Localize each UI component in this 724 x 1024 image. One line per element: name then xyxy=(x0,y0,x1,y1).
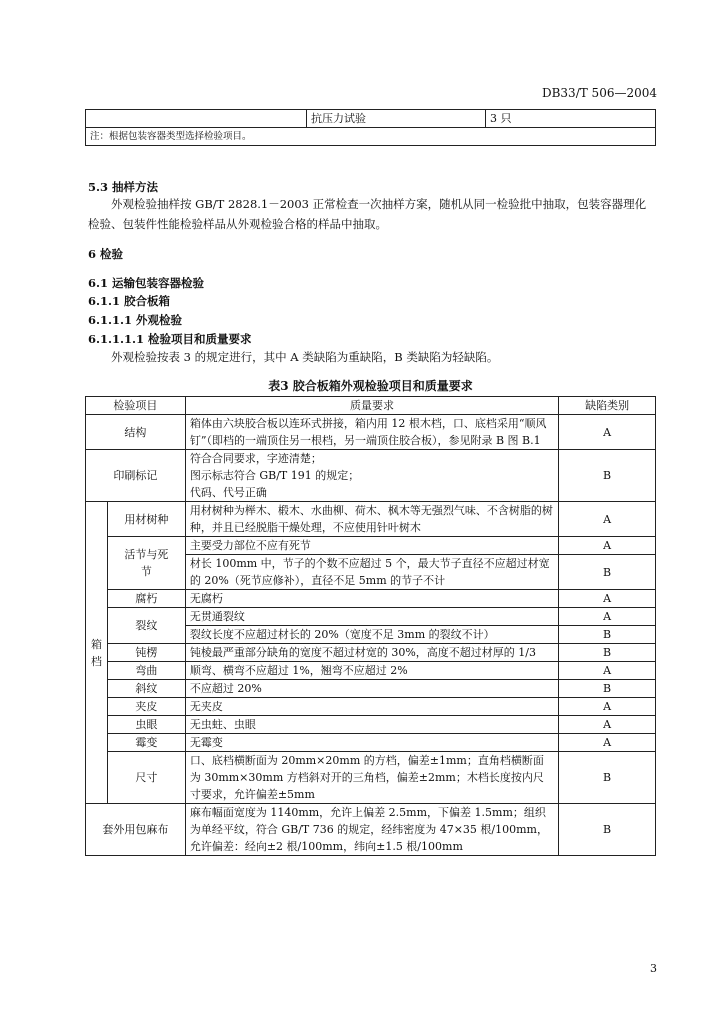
requirement-cell: 主要受力部位不应有死节 xyxy=(185,537,558,555)
requirement-cell: 口、底档横断面为 20mm×20mm 的方档，偏差±1mm；直角档横断面为 30mm×30mm 方档斜对开的三角档，偏差±2mm；木档长度按内尺寸要求，允许偏差±5mm xyxy=(185,752,558,804)
category-cell: B xyxy=(559,680,656,698)
item-cell xyxy=(107,537,185,590)
table-row xyxy=(86,644,656,662)
requirement-cell: 麻布幅面宽度为 1140mm，允许上偏差 2.5mm，下偏差 1.5mm；组织为单经平纹，符合 GB/T 736 的规定，经纬密度为 47×35 根/100mm，允许偏差：经向±2 根/100mm，纬向±1.5 根/100mm xyxy=(185,804,558,856)
section-6-heading: 6 检验 xyxy=(88,247,124,261)
item-cell: 钝楞 xyxy=(107,644,185,662)
column-header-item: 检验项目 xyxy=(86,397,186,415)
table-row xyxy=(86,716,656,734)
table-row xyxy=(86,698,656,716)
item-cell: 弯曲 xyxy=(107,662,185,680)
requirement-cell: 裂纹长度不应超过材长的 20%（宽度不足 3mm 的裂纹不计） xyxy=(185,626,558,644)
table-row xyxy=(86,110,656,128)
item-cell: 结构 xyxy=(86,415,186,450)
section-6-1-heading: 6.1 运输包装容器检验 xyxy=(88,276,205,290)
item-cell: 斜纹 xyxy=(107,680,185,698)
requirement-line: 符合合同要求，字迹清楚； xyxy=(189,452,322,465)
quantity-cell: 3 只 xyxy=(486,110,656,128)
item-cell: 虫眼 xyxy=(107,716,185,734)
category-cell: A xyxy=(559,716,656,734)
group-label-char: 档 xyxy=(90,654,102,668)
requirement-cell xyxy=(185,450,558,502)
category-cell: A xyxy=(559,662,656,680)
page-number: 3 xyxy=(650,962,657,975)
section-6-1-1-1-heading: 6.1.1.1 外观检验 xyxy=(88,313,183,327)
item-cell: 尺寸 xyxy=(107,752,185,804)
group-label-cell xyxy=(86,502,108,804)
item-cell: 印刷标记 xyxy=(86,450,186,502)
blank-cell xyxy=(86,110,307,128)
column-header-category: 缺陷类别 xyxy=(559,397,656,415)
table-row xyxy=(86,450,656,502)
category-cell: B xyxy=(559,450,656,502)
inspection-table xyxy=(85,396,656,856)
table-row xyxy=(86,608,656,626)
table-row xyxy=(86,590,656,608)
category-cell: A xyxy=(559,608,656,626)
table-caption: 表3 胶合板箱外观检验项目和质量要求 xyxy=(268,379,473,393)
requirement-cell: 无霉变 xyxy=(185,734,558,752)
category-cell: B xyxy=(559,804,656,856)
item-cell: 夹皮 xyxy=(107,698,185,716)
table-row xyxy=(86,752,656,804)
requirement-cell: 无虫蛀、虫眼 xyxy=(185,716,558,734)
category-cell: B xyxy=(559,555,656,590)
section-5-3-paragraph: 外观检验抽样按 GB/T 2828.1－2003 正常检查一次抽样方案，随机从同一检验批中抽取，包装容器理化检验、包装件性能检验样品从外观检验合格的样品中抽取。 xyxy=(88,197,647,231)
table-row xyxy=(86,537,656,555)
table-row xyxy=(86,662,656,680)
column-header-requirement: 质量要求 xyxy=(185,397,558,415)
table-note: 注：根据包装容器类型选择检验项目。 xyxy=(86,128,656,146)
table-row xyxy=(86,734,656,752)
requirement-cell: 无腐朽 xyxy=(185,590,558,608)
item-cell: 霉变 xyxy=(107,734,185,752)
item-cell: 裂纹 xyxy=(107,608,185,644)
table-row xyxy=(86,680,656,698)
category-cell: A xyxy=(559,698,656,716)
test-item-table xyxy=(85,109,656,146)
requirement-line: 代码、代号正确 xyxy=(189,486,267,499)
table-row xyxy=(86,804,656,856)
item-line: 节 xyxy=(140,565,152,578)
item-cell: 用材树种 xyxy=(107,502,185,537)
section-6-1-1-1-1-heading: 6.1.1.1.1 检验项目和质量要求 xyxy=(88,332,252,346)
section-6-1-1-heading: 6.1.1 胶合板箱 xyxy=(88,294,171,308)
category-cell: A xyxy=(559,590,656,608)
requirement-cell: 钝棱最严重部分缺角的宽度不超过材宽的 30%，高度不超过材厚的 1/3 xyxy=(185,644,558,662)
table-row xyxy=(86,128,656,146)
category-cell: A xyxy=(559,415,656,450)
requirement-line: 图示标志符合 GB/T 191 的规定； xyxy=(189,469,360,482)
item-line: 活节与死 xyxy=(124,548,169,561)
requirement-cell: 不应超过 20% xyxy=(185,680,558,698)
category-cell: A xyxy=(559,502,656,537)
table-row xyxy=(86,502,656,537)
requirement-cell: 顺弯、横弯不应超过 1%，翘弯不应超过 2% xyxy=(185,662,558,680)
category-cell: B xyxy=(559,644,656,662)
category-cell: A xyxy=(559,734,656,752)
table-header-row xyxy=(86,397,656,415)
group-label-char: 箱 xyxy=(90,637,102,651)
category-cell: A xyxy=(559,537,656,555)
category-cell: B xyxy=(559,626,656,644)
requirement-cell: 用材树种为榉木、椴木、水曲柳、荷木、枫木等无强烈气味、不含树脂的树种，并且已经脱脂干燥处理，不应使用针叶树木 xyxy=(185,502,558,537)
item-cell: 套外用包麻布 xyxy=(86,804,186,856)
category-cell: B xyxy=(559,752,656,804)
table-row xyxy=(86,415,656,450)
requirement-cell: 箱体由六块胶合板以连环式拼接，箱内用 12 根木档，口、底档采用“顺风钉”（即档的一端顶住另一根档，另一端顶住胶合板），参见附录 B 图 B.1 xyxy=(185,415,558,450)
item-cell: 腐朽 xyxy=(107,590,185,608)
requirement-cell: 材长 100mm 中，节子的个数不应超过 5 个，最大节子直径不应超过材宽的 20%（死节应修补），直径不足 5mm 的节子不计 xyxy=(185,555,558,590)
section-5-3-heading: 5.3 抽样方法 xyxy=(88,180,159,194)
requirement-cell: 无贯通裂纹 xyxy=(185,608,558,626)
section-6-1-1-1-1-paragraph: 外观检验按表 3 的规定进行，其中 A 类缺陷为重缺陷，B 类缺陷为轻缺陷。 xyxy=(111,350,499,364)
standard-code: DB33/T 506—2004 xyxy=(541,86,657,100)
requirement-cell: 无夹皮 xyxy=(185,698,558,716)
test-item-cell: 抗压力试验 xyxy=(307,110,486,128)
